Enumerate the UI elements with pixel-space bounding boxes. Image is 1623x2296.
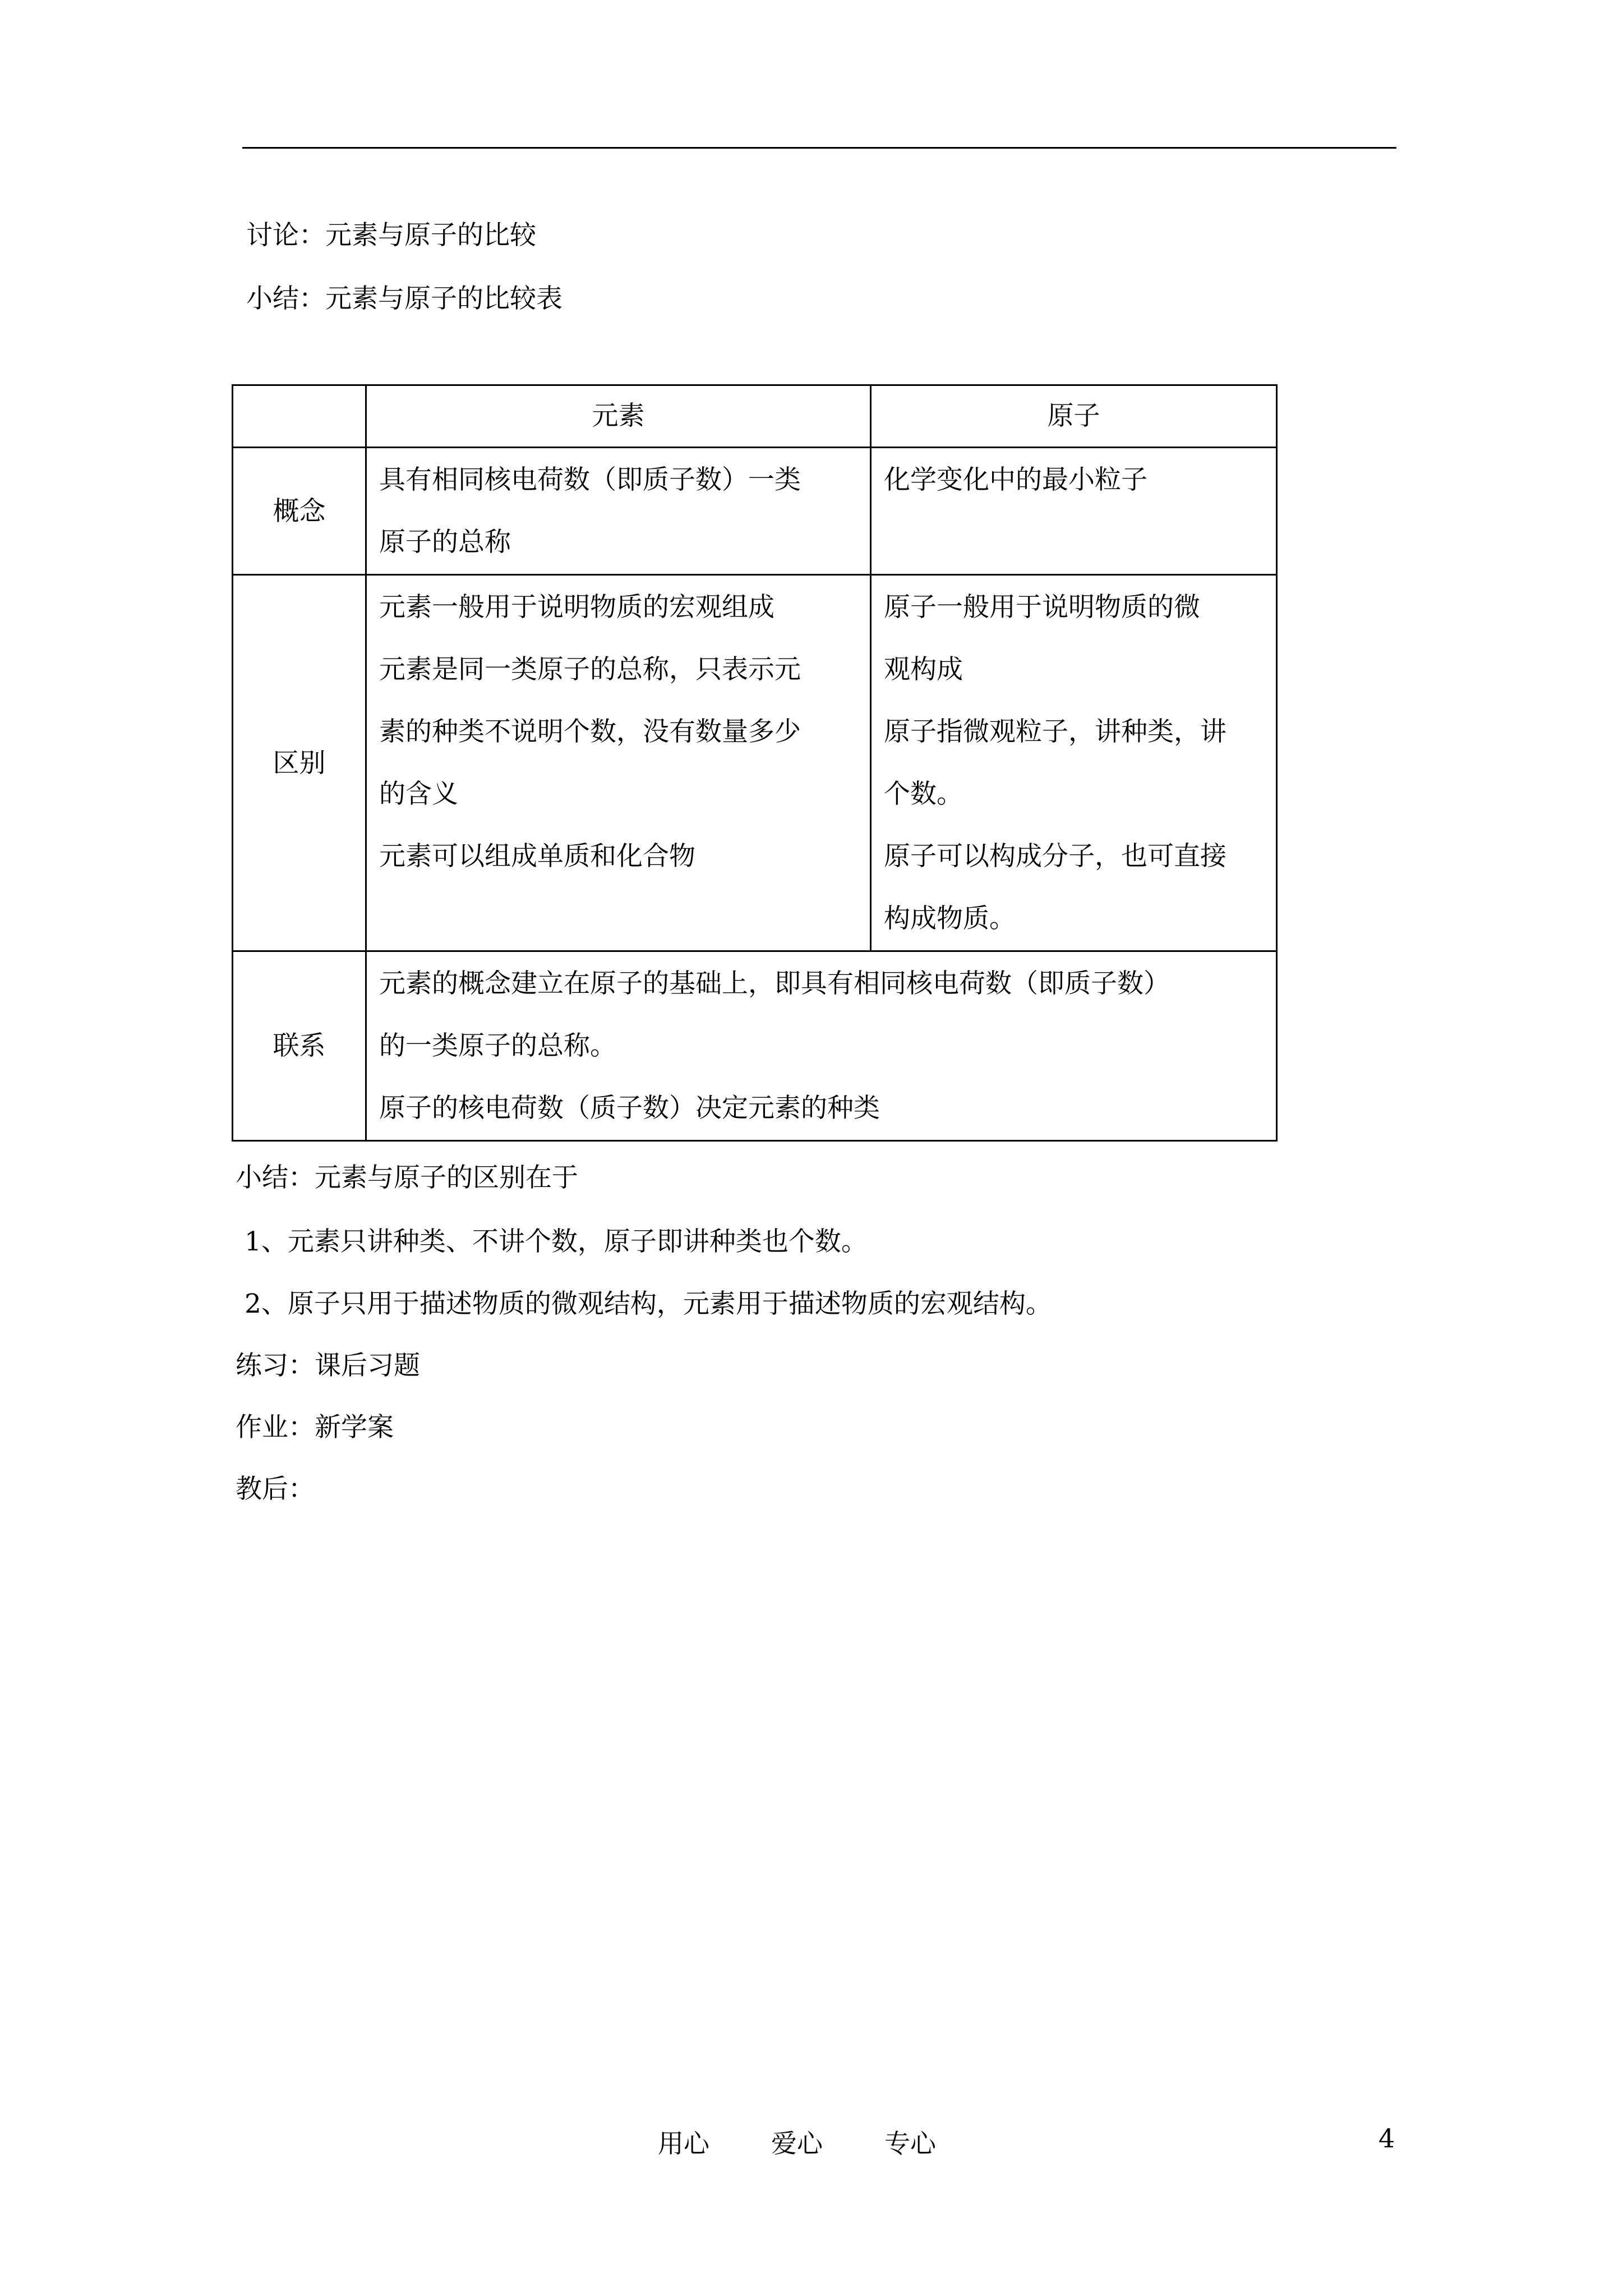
- row-label-difference: 区别: [233, 575, 366, 951]
- cell-text-line: 原子指微观粒子，讲种类，讲: [884, 716, 1227, 747]
- table-header-row: [233, 385, 1277, 448]
- table-row-concept: [233, 448, 1277, 575]
- cell-text-line: 化学变化中的最小粒子: [884, 464, 1147, 495]
- cell-text-line: 原子可以构成分子，也可直接: [884, 841, 1227, 872]
- cell-text-line: 元素可以组成单质和化合物: [379, 841, 695, 872]
- cell-text-line: 元素的概念建立在原子的基础上，即具有相同核电荷数（即质子数）: [379, 968, 1170, 999]
- difference-atom-cell: [871, 575, 1277, 951]
- summary-table-title: 小结：元素与原子的比较表: [246, 283, 562, 314]
- difference-element-cell: [366, 575, 871, 951]
- cell-text-line: 元素一般用于说明物质的宏观组成: [379, 592, 774, 623]
- concept-atom-cell: [871, 448, 1277, 575]
- point-2: 2、原子只用于描述物质的微观结构，元素用于描述物质的宏观结构。: [245, 1289, 1052, 1319]
- cell-text-line: 素的种类不说明个数，没有数量多少: [379, 716, 801, 747]
- summary-line: 小结：元素与原子的区别在于: [236, 1162, 578, 1193]
- cell-text-line: 构成物质。: [884, 903, 1016, 934]
- cell-text-line: 元素是同一类原子的总称，只表示元: [379, 654, 801, 685]
- concept-element-cell: [366, 448, 871, 575]
- row-label-concept: 概念: [233, 448, 366, 575]
- cell-text-line: 原子的核电荷数（质子数）决定元素的种类: [379, 1093, 880, 1124]
- cell-text-line: 个数。: [884, 779, 963, 809]
- table-header-atom: 原子: [871, 385, 1277, 448]
- table-row-difference: [233, 575, 1277, 951]
- cell-text-line: 原子的总称: [379, 527, 511, 558]
- table-header-element: 元素: [366, 385, 871, 448]
- footer-motto-3: 专心: [884, 2128, 936, 2159]
- reflection-line: 教后：: [236, 1474, 315, 1504]
- comparison-table: [232, 384, 1278, 1142]
- cell-text-line: 的含义: [379, 779, 458, 809]
- header-rule: [242, 147, 1396, 149]
- point-1: 1、元素只讲种类、不讲个数，原子即讲种类也个数。: [245, 1226, 868, 1257]
- relation-merged-cell: [366, 951, 1277, 1141]
- page-number: 4: [1378, 2123, 1395, 2154]
- table-header-corner: [233, 385, 366, 448]
- discussion-line: 讨论：元素与原子的比较: [246, 220, 536, 251]
- table-row-relation: [233, 951, 1277, 1141]
- row-label-relation: 联系: [233, 951, 366, 1141]
- cell-text-line: 具有相同核电荷数（即质子数）一类: [379, 464, 801, 495]
- footer-motto-1: 用心: [658, 2128, 709, 2159]
- cell-text-line: 原子一般用于说明物质的微: [884, 592, 1200, 623]
- homework-line: 作业：新学案: [236, 1412, 394, 1443]
- cell-text-line: 观构成: [884, 654, 963, 685]
- cell-text-line: 的一类原子的总称。: [379, 1030, 616, 1061]
- footer-motto-2: 爱心: [771, 2128, 823, 2159]
- exercise-line: 练习：课后习题: [236, 1350, 420, 1381]
